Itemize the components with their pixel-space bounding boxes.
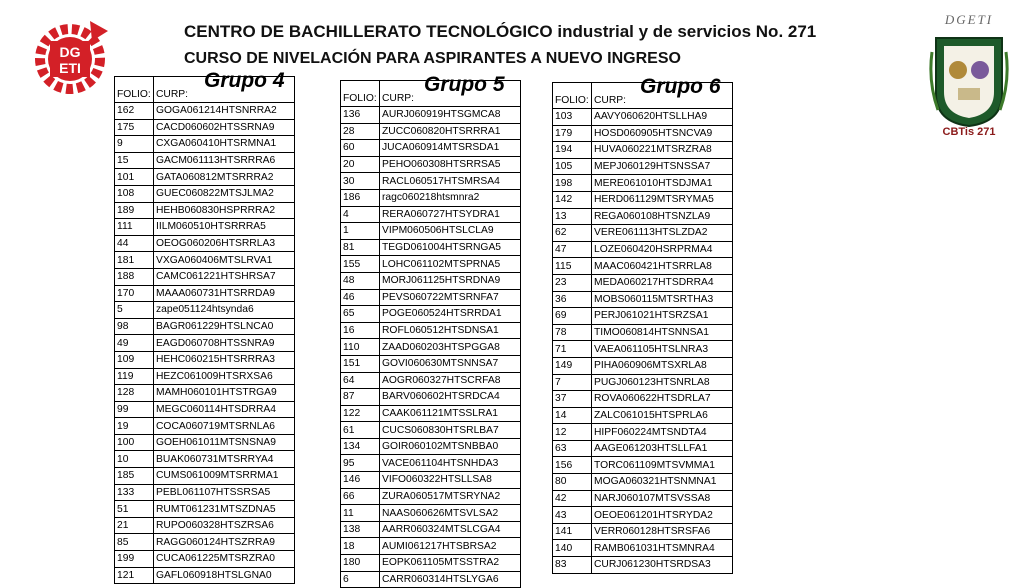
folio-cell: 71 — [553, 341, 592, 358]
folio-cell: 101 — [115, 169, 154, 186]
table-row — [341, 123, 521, 140]
table-row — [115, 136, 295, 153]
folio-cell: 111 — [115, 219, 154, 236]
folio-cell: 10 — [115, 451, 154, 468]
folio-cell: 51 — [115, 501, 154, 518]
table-row — [553, 225, 733, 242]
folio-cell: 83 — [553, 557, 592, 574]
table-row — [553, 357, 733, 374]
table-row — [341, 140, 521, 157]
table-row — [115, 152, 295, 169]
folio-header: FOLIO: — [553, 83, 592, 109]
table-row — [553, 258, 733, 275]
curp-cell: MERE061010HTSDJMA1 — [592, 175, 733, 192]
curp-cell: HIPF060224MTSNDTA4 — [592, 424, 733, 441]
table-row — [553, 142, 733, 159]
curp-cell: CARR060314HTSLYGA6 — [380, 571, 521, 588]
folio-cell: 62 — [553, 225, 592, 242]
folio-cell: 87 — [341, 389, 380, 406]
curp-cell: CACD060602HTSSRNA9 — [154, 119, 295, 136]
curp-header: CURP: — [156, 89, 189, 100]
folio-cell: 138 — [341, 521, 380, 538]
curp-cell: ZAAD060203HTSPGGA8 — [380, 339, 521, 356]
table-row — [341, 571, 521, 588]
table-row — [115, 185, 295, 202]
table-row — [115, 351, 295, 368]
curp-cell: PUGJ060123HTSNRLA8 — [592, 374, 733, 391]
folio-cell: 103 — [553, 109, 592, 126]
curp-cell: AAVY060620HTSLLHA9 — [592, 109, 733, 126]
cbtis-label: CBTis 271 — [942, 126, 996, 138]
folio-cell: 30 — [341, 173, 380, 190]
curp-cell: HEHB060830HSPRRRA2 — [154, 202, 295, 219]
curp-cell: AARR060324MTSLCGA4 — [380, 521, 521, 538]
curp-cell: PIHA060906MTSXRLA8 — [592, 357, 733, 374]
curp-cell: MOGA060321HTSNMNA1 — [592, 474, 733, 491]
curp-cell: TIMO060814HTSNNSA1 — [592, 324, 733, 341]
curp-header: CURP: — [382, 93, 415, 104]
table-row — [115, 335, 295, 352]
table-row — [553, 291, 733, 308]
curp-cell: RUMT061231MTSZDNA5 — [154, 501, 295, 518]
table-row — [341, 521, 521, 538]
cbtis-logo-right — [928, 12, 1010, 142]
table-row — [115, 401, 295, 418]
table-row — [341, 173, 521, 190]
folio-cell: 119 — [115, 368, 154, 385]
folio-cell: 199 — [115, 551, 154, 568]
table-row — [115, 302, 295, 319]
folio-cell: 109 — [115, 351, 154, 368]
table-row — [553, 557, 733, 574]
curp-cell: HUVA060221MTSRZRA8 — [592, 142, 733, 159]
table-row — [553, 523, 733, 540]
folio-cell: 47 — [553, 241, 592, 258]
curp-cell: ragc060218htsmnra2 — [380, 189, 521, 206]
folio-cell: 44 — [115, 235, 154, 252]
svg-text:ETI: ETI — [59, 60, 81, 76]
folio-cell: 180 — [341, 555, 380, 572]
curp-cell: CUMS061009MTSRRMA1 — [154, 468, 295, 485]
curp-cell: PEBL061107HTSSRSA5 — [154, 484, 295, 501]
folio-cell: 23 — [553, 274, 592, 291]
folio-cell: 6 — [341, 571, 380, 588]
folio-cell: 122 — [341, 405, 380, 422]
table-row — [341, 322, 521, 339]
table-row — [115, 285, 295, 302]
curp-cell: GOVI060630MTSNNSA7 — [380, 355, 521, 372]
table-row — [341, 256, 521, 273]
curp-cell: ROFL060512HTSDNSA1 — [380, 322, 521, 339]
folio-cell: 181 — [115, 252, 154, 269]
table-row — [553, 407, 733, 424]
folio-cell: 43 — [553, 507, 592, 524]
curp-cell: PERJ061021HTSRZSA1 — [592, 308, 733, 325]
curp-cell: ZALC061015HTSPRLA6 — [592, 407, 733, 424]
table-row — [553, 208, 733, 225]
curp-cell: MEGC060114HTSDRRA4 — [154, 401, 295, 418]
table-row — [341, 272, 521, 289]
folio-cell: 134 — [341, 438, 380, 455]
table-row — [553, 158, 733, 175]
table-row — [341, 339, 521, 356]
curp-cell: GOGA061214HTSNRRA2 — [154, 103, 295, 120]
curp-cell: RERA060727HTSYDRA1 — [380, 206, 521, 223]
table-row — [553, 109, 733, 126]
table-row — [553, 241, 733, 258]
folio-cell: 194 — [553, 142, 592, 159]
folio-cell: 142 — [553, 191, 592, 208]
table-row — [341, 355, 521, 372]
folio-cell: 162 — [115, 103, 154, 120]
curp-cell: GOIR060102MTSNBBA0 — [380, 438, 521, 455]
table-row — [341, 107, 521, 124]
folio-cell: 99 — [115, 401, 154, 418]
curp-cell: CAAK061121MTSSLRA1 — [380, 405, 521, 422]
table-row — [553, 490, 733, 507]
curp-cell: VIFO060322HTSLLSA8 — [380, 472, 521, 489]
table-row — [553, 474, 733, 491]
table-row — [115, 517, 295, 534]
curp-cell: HEZC061009HTSRXSA6 — [154, 368, 295, 385]
folio-cell: 175 — [115, 119, 154, 136]
folio-cell: 5 — [115, 302, 154, 319]
folio-cell: 18 — [341, 538, 380, 555]
group-5-table — [340, 73, 521, 588]
curp-cell: CAMC061221HTSHRSA7 — [154, 268, 295, 285]
table-row — [115, 434, 295, 451]
folio-cell: 146 — [341, 472, 380, 489]
curp-cell: JUCA060914MTSRSDA1 — [380, 140, 521, 157]
curp-cell: GAFL060918HTSLGNA0 — [154, 567, 295, 584]
folio-header: FOLIO: — [115, 77, 154, 103]
table-row — [115, 468, 295, 485]
folio-cell: 48 — [341, 272, 380, 289]
folio-cell: 4 — [341, 206, 380, 223]
folio-cell: 121 — [115, 567, 154, 584]
curp-cell: IILM060510HTSRRRA5 — [154, 219, 295, 236]
folio-cell: 198 — [553, 175, 592, 192]
folio-cell: 136 — [341, 107, 380, 124]
folio-cell: 60 — [341, 140, 380, 157]
curp-cell: BUAK060731MTSRRYA4 — [154, 451, 295, 468]
folio-cell: 19 — [115, 418, 154, 435]
curp-cell: MAAC060421HTSRRLA8 — [592, 258, 733, 275]
table-row — [341, 505, 521, 522]
table-row — [553, 424, 733, 441]
table-row — [553, 540, 733, 557]
folio-cell: 46 — [341, 289, 380, 306]
folio-cell: 141 — [553, 523, 592, 540]
folio-cell: 28 — [341, 123, 380, 140]
table-row — [115, 318, 295, 335]
table-row — [341, 372, 521, 389]
curp-cell: OEOG060206HTSRRLA3 — [154, 235, 295, 252]
curp-cell: CUCS060830HTSRLBA7 — [380, 422, 521, 439]
folio-cell: 105 — [553, 158, 592, 175]
folio-cell: 100 — [115, 434, 154, 451]
folio-cell: 20 — [341, 156, 380, 173]
table-row — [115, 202, 295, 219]
group-6-table — [552, 75, 733, 574]
curp-cell: VIPM060506HTSLCLA9 — [380, 223, 521, 240]
folio-cell: 151 — [341, 355, 380, 372]
folio-cell: 9 — [115, 136, 154, 153]
table-row — [553, 341, 733, 358]
table-row — [115, 385, 295, 402]
table-row — [341, 389, 521, 406]
curp-cell: PEHO060308HTSRRSA5 — [380, 156, 521, 173]
curp-cell: CUCA061225MTSRZRA0 — [154, 551, 295, 568]
table-row — [553, 324, 733, 341]
table-row — [553, 274, 733, 291]
folio-cell: 98 — [115, 318, 154, 335]
curp-cell: VACE061104HTSNHDA3 — [380, 455, 521, 472]
dgeti-logo-left — [30, 17, 110, 97]
folio-cell: 16 — [341, 322, 380, 339]
table-row — [553, 457, 733, 474]
curp-cell: POGE060524HTSRRDA1 — [380, 306, 521, 323]
table-row — [115, 567, 295, 584]
table-row — [341, 223, 521, 240]
table-row — [341, 438, 521, 455]
folio-cell: 13 — [553, 208, 592, 225]
folio-cell: 61 — [341, 422, 380, 439]
curp-cell: RUPO060328HTSZRSA6 — [154, 517, 295, 534]
curp-cell: BAGR061229HTSLNCA0 — [154, 318, 295, 335]
folio-cell: 81 — [341, 239, 380, 256]
table-row — [115, 451, 295, 468]
table-row — [341, 405, 521, 422]
curp-cell: COCA060719MTSRNLA6 — [154, 418, 295, 435]
folio-cell: 155 — [341, 256, 380, 273]
folio-cell: 21 — [115, 517, 154, 534]
folio-cell: 1 — [341, 223, 380, 240]
folio-cell: 85 — [115, 534, 154, 551]
table-row — [115, 219, 295, 236]
curp-cell: GUEC060822MTSJLMA2 — [154, 185, 295, 202]
curp-cell: HEHC060215HTSRRRA3 — [154, 351, 295, 368]
folio-cell: 66 — [341, 488, 380, 505]
group-title: Grupo 5 — [424, 73, 505, 96]
table-row — [115, 368, 295, 385]
table-row — [115, 169, 295, 186]
folio-cell: 49 — [115, 335, 154, 352]
table-row — [115, 551, 295, 568]
table-row — [341, 422, 521, 439]
table-row — [341, 289, 521, 306]
table-row — [341, 189, 521, 206]
curp-cell: GOEH061011MTSNSNA9 — [154, 434, 295, 451]
curp-cell: RAMB061031HTSMNRA4 — [592, 540, 733, 557]
curp-cell: NARJ060107MTSVSSA8 — [592, 490, 733, 507]
curp-cell: BARV060602HTSRDCA4 — [380, 389, 521, 406]
curp-cell: OEOE061201HTSRYDA2 — [592, 507, 733, 524]
table-row — [553, 507, 733, 524]
folio-cell: 128 — [115, 385, 154, 402]
curp-cell: AAGE061203HTSLLFA1 — [592, 440, 733, 457]
folio-cell: 37 — [553, 391, 592, 408]
table-row — [115, 418, 295, 435]
curp-cell: MORJ061125HTSRDNA9 — [380, 272, 521, 289]
curp-cell: MEDA060217HTSDRRA4 — [592, 274, 733, 291]
table-row — [115, 235, 295, 252]
folio-cell: 64 — [341, 372, 380, 389]
folio-cell: 110 — [341, 339, 380, 356]
table-row — [341, 306, 521, 323]
folio-cell: 14 — [553, 407, 592, 424]
curp-cell: MOBS060115MTSRTHA3 — [592, 291, 733, 308]
folio-cell: 69 — [553, 308, 592, 325]
table-row — [553, 440, 733, 457]
curp-cell: AURJ060919HTSGMCA8 — [380, 107, 521, 124]
dgeti-label: DGETI — [944, 12, 994, 27]
folio-cell: 186 — [341, 189, 380, 206]
table-row — [341, 538, 521, 555]
folio-cell: 108 — [115, 185, 154, 202]
curp-cell: ROVA060622HTSDRLA7 — [592, 391, 733, 408]
curp-cell: TORC061109MTSVMMA1 — [592, 457, 733, 474]
curp-cell: VERE061113HTSLZDA2 — [592, 225, 733, 242]
curp-header: CURP: — [594, 95, 627, 106]
table-row — [115, 484, 295, 501]
curp-cell: VXGA060406MTSLRVA1 — [154, 252, 295, 269]
folio-cell: 179 — [553, 125, 592, 142]
folio-cell: 15 — [115, 152, 154, 169]
table-row — [115, 501, 295, 518]
curp-cell: AUMI061217HTSBRSA2 — [380, 538, 521, 555]
folio-cell: 63 — [553, 440, 592, 457]
folio-cell: 36 — [553, 291, 592, 308]
course-title: CURSO DE NIVELACIÓN PARA ASPIRANTES A NUEVO INGRESO — [184, 50, 681, 67]
table-row — [115, 268, 295, 285]
table-row — [341, 488, 521, 505]
table-row — [341, 472, 521, 489]
folio-cell: 42 — [553, 490, 592, 507]
folio-cell: 12 — [553, 424, 592, 441]
folio-cell: 133 — [115, 484, 154, 501]
curp-cell: CURJ061230HTSRDSA3 — [592, 557, 733, 574]
folio-cell: 140 — [553, 540, 592, 557]
table-row — [553, 191, 733, 208]
table-row — [115, 252, 295, 269]
table-row — [341, 555, 521, 572]
curp-cell: EAGD060708HTSSNRA9 — [154, 335, 295, 352]
curp-cell: ZURA060517MTSRYNA2 — [380, 488, 521, 505]
school-title: CENTRO DE BACHILLERATO TECNOLÓGICO industrial y de servicios No. 271 — [184, 22, 817, 41]
folio-cell: 170 — [115, 285, 154, 302]
folio-cell: 115 — [553, 258, 592, 275]
curp-cell: VAEA061105HTSLNRA3 — [592, 341, 733, 358]
curp-cell: NAAS060626MTSVLSA2 — [380, 505, 521, 522]
folio-cell: 149 — [553, 357, 592, 374]
folio-cell: 95 — [341, 455, 380, 472]
folio-header: FOLIO: — [341, 81, 380, 107]
table-row — [341, 455, 521, 472]
curp-cell: LOZE060420HSRPRMA4 — [592, 241, 733, 258]
curp-cell: EOPK061105MTSSTRA2 — [380, 555, 521, 572]
folio-cell: 156 — [553, 457, 592, 474]
curp-cell: RACL060517HTSMRSA4 — [380, 173, 521, 190]
group-title: Grupo 6 — [640, 75, 721, 98]
curp-cell: MAMH060101HTSTRGA9 — [154, 385, 295, 402]
curp-cell: zape051124htsynda6 — [154, 302, 295, 319]
curp-cell: MAAA060731HTSRRDA9 — [154, 285, 295, 302]
curp-cell: GACM061113HTSRRRA6 — [154, 152, 295, 169]
table-row — [341, 156, 521, 173]
curp-cell: CXGA060410HTSRMNA1 — [154, 136, 295, 153]
curp-cell: VERR060128HTSRSFA6 — [592, 523, 733, 540]
folio-cell: 11 — [341, 505, 380, 522]
folio-cell: 185 — [115, 468, 154, 485]
table-row — [115, 534, 295, 551]
curp-cell: AOGR060327HTSCRFA8 — [380, 372, 521, 389]
curp-cell: TEGD061004HTSRNGA5 — [380, 239, 521, 256]
table-row — [553, 374, 733, 391]
curp-cell: LOHC061102MTSPRNA5 — [380, 256, 521, 273]
table-row — [115, 119, 295, 136]
table-row — [553, 175, 733, 192]
table-row — [553, 125, 733, 142]
folio-cell: 65 — [341, 306, 380, 323]
curp-cell: PEVS060722MTSRNFA7 — [380, 289, 521, 306]
table-row — [553, 308, 733, 325]
curp-cell: HERD061129MTSRYMA5 — [592, 191, 733, 208]
folio-cell: 7 — [553, 374, 592, 391]
folio-cell: 188 — [115, 268, 154, 285]
curp-cell: MEPJ060129HTSNSSA7 — [592, 158, 733, 175]
table-row — [115, 103, 295, 120]
curp-cell: REGA060108HTSNZLA9 — [592, 208, 733, 225]
curp-cell: ZUCC060820HTSRRRA1 — [380, 123, 521, 140]
curp-cell: HOSD060905HTSNCVA9 — [592, 125, 733, 142]
curp-cell: GATA060812MTSRRRA2 — [154, 169, 295, 186]
table-row — [341, 206, 521, 223]
curp-cell: RAGG060124HTSZRRA9 — [154, 534, 295, 551]
folio-cell: 80 — [553, 474, 592, 491]
group-4-table — [114, 69, 295, 584]
folio-cell: 189 — [115, 202, 154, 219]
table-row — [553, 391, 733, 408]
folio-cell: 78 — [553, 324, 592, 341]
svg-text:DG: DG — [59, 44, 81, 60]
table-row — [341, 239, 521, 256]
group-title: Grupo 4 — [204, 69, 285, 92]
